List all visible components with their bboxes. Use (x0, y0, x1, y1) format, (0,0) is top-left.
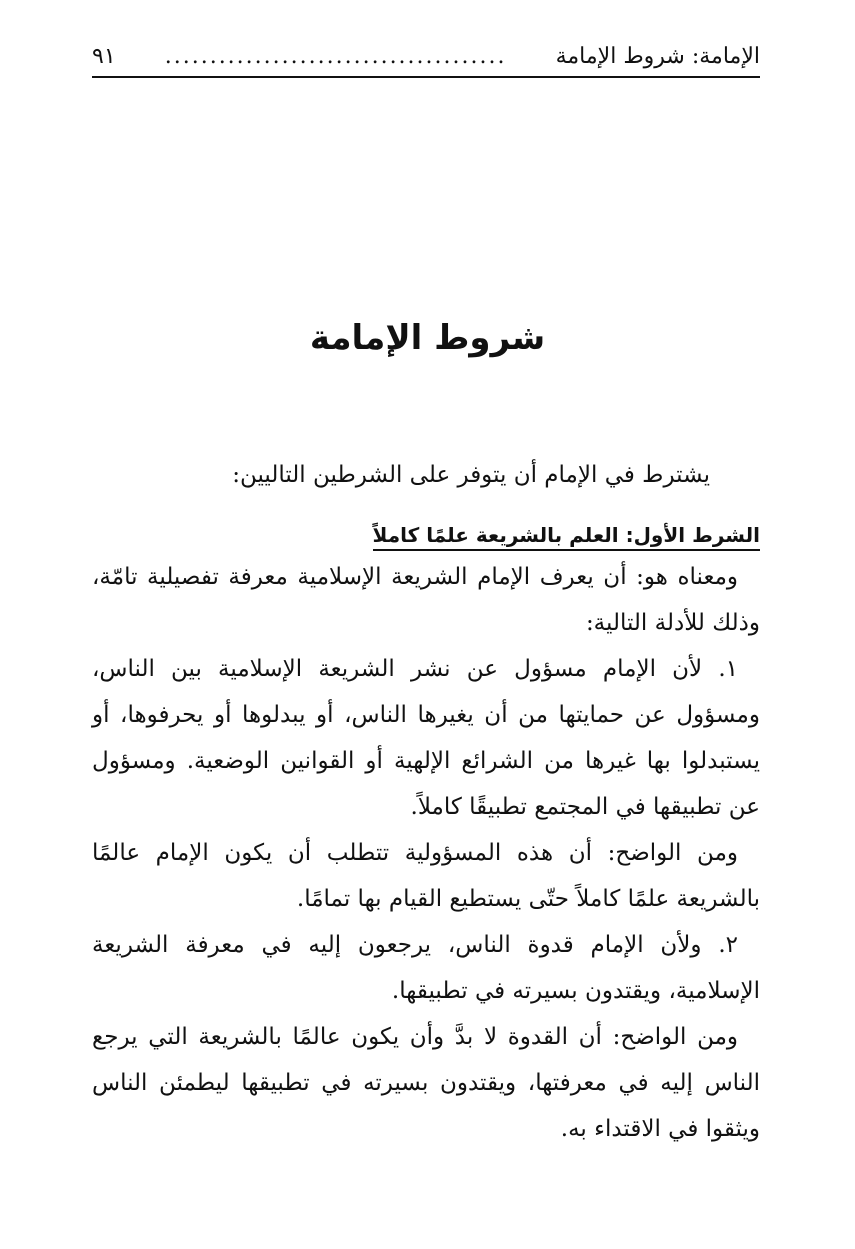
paragraph-point-1: ١. لأن الإمام مسؤول عن نشر الشريعة الإسلامية بين الناس، ومسؤول عن حمايتها من أن يغيرها الناس، أو يبدلوها أو يحرفوها، أو يستبدلوا بها غيرها من الشرائع الإلهية أو القوانين الوضعية. ومسؤول عن تطبيقها في المجتمع تطبيقًا كاملاً. (92, 656, 760, 820)
section-heading (92, 520, 760, 550)
page-number: ٩١ (92, 44, 116, 69)
chapter-title: شروط الإمامة (309, 318, 546, 358)
intro-paragraph: يشترط في الإمام أن يتوفر على الشرطين التاليين: (232, 462, 710, 488)
paragraph-definition: ومعناه هو: أن يعرف الإمام الشريعة الإسلامية معرفة تفصيلية تامّة، وذلك للأدلة التالية: (92, 564, 760, 636)
running-title: الإمامة: شروط الإمامة (555, 44, 760, 69)
paragraph-conclusion-2: ومن الواضح: أن القدوة لا بدَّ وأن يكون عالمًا بالشريعة التي يرجع الناس إليه في معرفتها، ويقتدون بسيرته في تطبيقها ليطمئن الناس ويثقوا في الاقتداء به. (92, 1024, 760, 1142)
paragraph-point-2: ٢. ولأن الإمام قدوة الناس، يرجعون إليه في معرفة الشريعة الإسلامية، ويقتدون بسيرته في تطبيقها. (92, 932, 760, 1004)
body-text (92, 452, 760, 1152)
leader-dots: ...................................... (164, 46, 507, 68)
paragraph-conclusion-1: ومن الواضح: أن هذه المسؤولية تتطلب أن يكون الإمام عالمًا بالشريعة علمًا كاملاً حتّى يستطيع القيام بها تمامًا. (92, 840, 760, 912)
running-header (92, 34, 760, 78)
section-heading-text: الشرط الأول: العلم بالشريعة علمًا كاملاً (373, 523, 760, 551)
